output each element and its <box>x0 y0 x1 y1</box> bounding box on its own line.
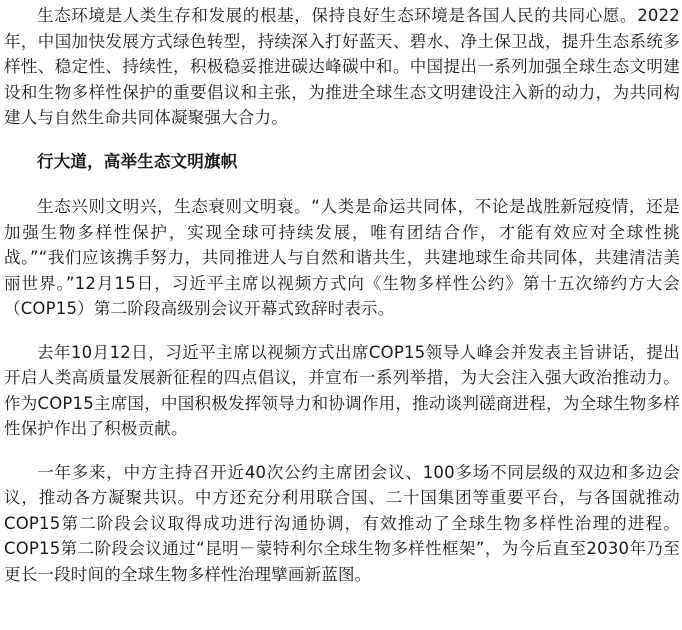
body-paragraph-2: 去年10月12日，习近平主席以视频方式出席COP15领导人峰会并发表主旨讲话，提出开启人类高质量发展新征程的四点倡议，并宣布一系列举措，为大会注入强大政治推动力。作为COP15主席国，中国积极发挥领导力和协调作用，推动谈判磋商进程，为全球生物多样性保护作出了积极贡献。 <box>4 342 680 438</box>
paragraph-spacer <box>4 322 680 340</box>
body-paragraph-3: 一年多来，中方主持召开近40次公约主席团会议、100多场不同层级的双边和多边会议，推动各方凝聚共识。中方还充分利用联合国、二十国集团等重要平台，与各国就推动COP15第二阶段会议取得成功进行沟通协调，有效推动了全球生物多样性治理的进程。COP15第二阶段会议通过“昆明－蒙特利尔全球生物多样性框架”，为今后直至2030年乃至更长一段时间的全球生物多样性治理擘画新蓝图。 <box>4 462 680 584</box>
section-heading: 行大道，高举生态文明旗帜 <box>37 151 238 171</box>
paragraph-spacer <box>4 442 680 460</box>
paragraph-spacer <box>4 131 680 149</box>
intro-paragraph: 生态环境是人类生存和发展的根基，保持良好生态环境是各国人民的共同心愿。2022年，中国加快发展方式绿色转型，持续深入打好蓝天、碧水、净土保卫战，提升生态系统多样性、稳定性、持续性，积极稳妥推进碳达峰碳中和。中国提出一系列加强全球生态文明建设和生物多样性保护的重要倡议和主张，为推进全球生态文明建设注入新的动力，为共同构建人与自然生命共同体凝聚强大合力。 <box>4 6 680 127</box>
paragraph-spacer <box>4 174 680 194</box>
article-body <box>4 3 680 587</box>
body-paragraph-1: 生态兴则文明兴，生态衰则文明衰。“人类是命运共同体，不论是战胜新冠疫情，还是加强生物多样性保护，实现全球可持续发展，唯有团结合作，才能有效应对全球性挑战。”“我们应该携手努力，共同推进人与自然和谐共生，共建地球生命共同体，共建清洁美丽世界。”12月15日，习近平主席以视频方式向《生物多样性公约》第十五次缔约方大会（COP15）第二阶段高级别会议开幕式致辞时表示。 <box>4 197 680 318</box>
